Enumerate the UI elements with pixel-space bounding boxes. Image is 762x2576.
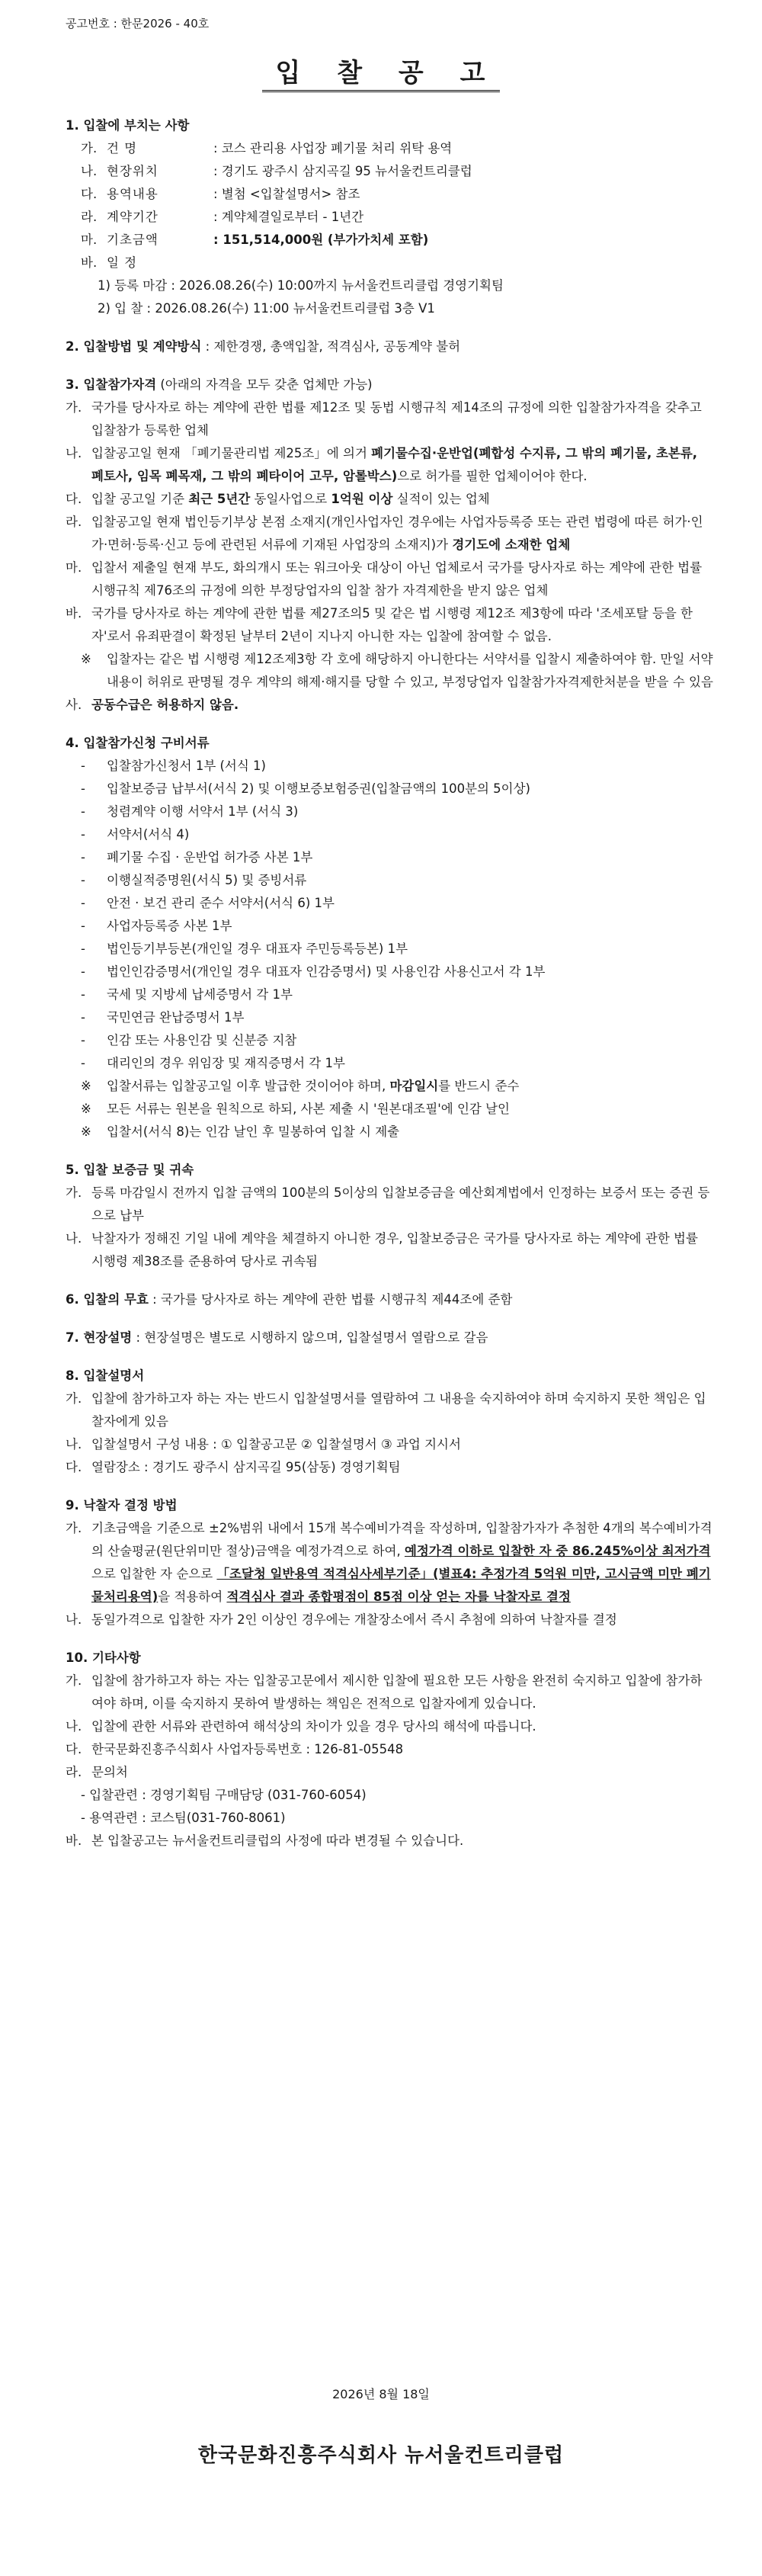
clause: 가. 기초금액을 기준으로 ±2%범위 내에서 15개 복수예비가격을 작성하며, 입찰참가자가 추첨한 4개의 복수예비가격의 산술평균(원단위미만 절상)금액을 예정가격으로 하여, 예정가격 이하로 입찰한 자 중 86.245%이상 최저가격으로 입찰한 자 순으로 「조달청 일반용역 적격심사세부기준」(별표4: 추정가격 5억원 미만, 고시금액 미만 폐기물처리용역)을 적용하여 적격심사 결과 종합평점이 85점 이상 얻는 자를 낙찰자로 결정 [66, 1521, 712, 1604]
clause: 나. 입찰에 관한 서류와 관련하여 해석상의 차이가 있을 경우 당사의 해석에 따릅니다. [66, 1719, 536, 1734]
schedule-item: 2) 입 찰 : 2026.08.26(수) 11:00 뉴서울컨트리클럽 3층 V1 [98, 301, 435, 316]
document-item: - 국세 및 지방세 납세증명서 각 1부 [81, 987, 293, 1002]
notice-number: 공고번호 : 한문2026 - 40호 [66, 17, 210, 30]
contact-item: - 용역관련 : 코스팀(031-760-8061) [81, 1811, 286, 1825]
clause: 가. 국가를 당사자로 하는 계약에 관한 법률 제12조 및 동법 시행규칙 제14조의 규정에 의한 입찰참가자격을 갖추고 입찰참가 등록한 업체 [66, 400, 702, 438]
clause: 나. 동일가격으로 입찰한 자가 2인 이상인 경우에는 개찰장소에서 즉시 추첨에 의하여 낙찰자를 결정 [66, 1612, 617, 1627]
clause: 가. 입찰에 참가하고자 하는 자는 입찰공고문에서 제시한 입찰에 필요한 모든 사항을 완전히 숙지하고 입찰에 참가하여야 하며, 이를 숙지하지 못하여 발생하는 책임은 전적으로 입찰자에게 있습니다. [66, 1673, 703, 1711]
section-6 [66, 1288, 713, 1311]
clause: 라. 문의처 [66, 1765, 128, 1779]
clause: 다. 한국문화진흥주식회사 사업자등록번호 : 126-81-05548 [66, 1742, 404, 1756]
clause: 라. 입찰공고일 현재 법인등기부상 본점 소재지(개인사업자인 경우에는 사업자등록증 또는 관련 법령에 따른 허가·인가·면허·등록·신고 등에 관련된 서류에 기재된 사업장의 소재지)가 경기도에 소재한 업체 [66, 515, 703, 552]
page-title [0, 52, 762, 89]
section-heading: 9. 낙찰자 결정 방법 [66, 1498, 178, 1513]
clause: 다. 열람장소 : 경기도 광주시 삼지곡길 95(삼동) 경영기획팀 [66, 1460, 401, 1474]
section-1 [66, 114, 713, 320]
overview-row: 가. 건 명 : 코스 관리용 사업장 폐기물 처리 위탁 용역 [81, 141, 453, 156]
document-item: - 법인인감증명서(개인일 경우 대표자 인감증명서) 및 사용인감 사용신고서 각 1부 [81, 964, 546, 979]
note: ※ 입찰자는 같은 법 시행령 제12조제3항 각 호에 해당하지 아니한다는 서약서를 입찰시 제출하여야 함. 만일 서약내용이 허위로 판명될 경우 계약의 해제·해지를 당할 수 있고, 부정당업자 입찰참가자격제한처분을 받을 수 있음 [81, 652, 713, 689]
document-item: - 국민연금 완납증명서 1부 [81, 1010, 245, 1025]
note: ※ 입찰서류는 입찰공고일 이후 발급한 것이어야 하며, 마감일시를 반드시 준수 [81, 1079, 520, 1093]
section-heading: 4. 입찰참가신청 구비서류 [66, 736, 210, 750]
clause: 사. 공동수급은 허용하지 않음. [66, 698, 239, 712]
section-heading: 5. 입찰 보증금 및 귀속 [66, 1163, 194, 1177]
base-price-row: 마. 기초금액 : 151,514,000원 (부가가치세 포함) [81, 233, 429, 247]
overview-row: 라. 계약기간 : 계약체결일로부터 - 1년간 [81, 210, 364, 224]
clause: 다. 입찰 공고일 기준 최근 5년간 동일사업으로 1억원 이상 실적이 있는 업체 [66, 492, 490, 506]
contact-item: - 입찰관련 : 경영기획팀 구매담당 (031-760-6054) [81, 1788, 367, 1802]
overview-row: 다. 용역내용 : 별첨 <입찰설명서> 참조 [81, 187, 360, 201]
title-text: 입 찰 공 고 [262, 58, 501, 92]
organization-name: 한국문화진흥주식회사 뉴서울컨트리클럽 [197, 2444, 565, 2467]
section-heading: 10. 기타사항 [66, 1651, 141, 1665]
section-heading: 7. 현장설명 : 현장설명은 별도로 시행하지 않으며, 입찰설명서 열람으로 갈음 [66, 1330, 488, 1345]
clause: 바. 본 입찰공고는 뉴서울컨트리클럽의 사정에 따라 변경될 수 있습니다. [66, 1833, 464, 1848]
section-heading: 8. 입찰설명서 [66, 1368, 145, 1383]
section-10 [66, 1647, 713, 1853]
section-heading: 2. 입찰방법 및 계약방식 : 제한경쟁, 총액입찰, 적격심사, 공동계약 불허 [66, 339, 461, 354]
note: ※ 모든 서류는 원본을 원칙으로 하되, 사본 제출 시 '원본대조필'에 인감 날인 [81, 1102, 510, 1116]
section-2 [66, 335, 713, 358]
clause: 가. 입찰에 참가하고자 하는 자는 반드시 입찰설명서를 열람하여 그 내용을 숙지하여야 하며 숙지하지 못한 책임은 입찰자에게 있음 [66, 1391, 706, 1429]
document-item: - 대리인의 경우 위임장 및 재직증명서 각 1부 [81, 1056, 345, 1070]
notice-body [66, 114, 713, 1868]
section-8 [66, 1365, 713, 1479]
schedule-item: 1) 등록 마감 : 2026.08.26(수) 10:00까지 뉴서울컨트리클럽 경영기획팀 [98, 278, 504, 293]
overview-row: 나. 현장위치 : 경기도 광주시 삼지곡길 95 뉴서울컨트리클럽 [81, 164, 472, 178]
section-heading: 1. 입찰에 부치는 사항 [66, 118, 190, 133]
section-7 [66, 1326, 713, 1349]
clause: 가. 등록 마감일시 전까지 입찰 금액의 100분의 5이상의 입찰보증금을 예산회계법에서 인정하는 보증서 또는 증권 등으로 납부 [66, 1185, 710, 1223]
document-item: - 안전 · 보건 관리 준수 서약서(서식 6) 1부 [81, 896, 335, 910]
clause: 마. 입찰서 제출일 현재 부도, 화의개시 또는 워크아웃 대상이 아닌 업체로서 국가를 당사자로 하는 계약에 관한 법률 시행규칙 제76조의 규정에 의한 부정당업자의 입찰 참가 자격제한을 받지 않은 업체 [66, 560, 703, 598]
section-heading: 3. 입찰참가자격 (아래의 자격을 모두 갖춘 업체만 가능) [66, 377, 373, 392]
clause: 나. 입찰공고일 현재 「폐기물관리법 제25조」에 의거 폐기물수집·운반업(폐합성 수지류, 그 밖의 폐기물, 초본류, 폐토사, 임목 폐목재, 그 밖의 폐타이어 고무, 암롤박스)으로 허가를 필한 업체이어야 한다. [66, 446, 698, 483]
schedule-row: 바. 일 정 [81, 255, 138, 270]
section-9 [66, 1494, 713, 1631]
document-item: - 이행실적증명원(서식 5) 및 증빙서류 [81, 873, 307, 887]
document-item: - 사업자등록증 사본 1부 [81, 919, 232, 933]
clause: 나. 입찰설명서 구성 내용 : ① 입찰공고문 ② 입찰설명서 ③ 과업 지시서 [66, 1437, 461, 1452]
note: ※ 입찰서(서식 8)는 인감 날인 후 밀봉하여 입찰 시 제출 [81, 1124, 400, 1139]
section-4 [66, 732, 713, 1144]
section-3 [66, 374, 713, 717]
base-price: : 151,514,000원 (부가가치세 포함) [213, 233, 429, 247]
section-heading: 6. 입찰의 무효 : 국가를 당사자로 하는 계약에 관한 법률 시행규칙 제44조에 준함 [66, 1292, 513, 1307]
document-item: - 폐기물 수집 · 운반업 허가증 사본 1부 [81, 850, 313, 865]
document-item: - 법인등기부등본(개인일 경우 대표자 주민등록등본) 1부 [81, 942, 408, 956]
notice-date: 2026년 8월 18일 [332, 2387, 430, 2401]
document-item: - 입찰참가신청서 1부 (서식 1) [81, 759, 266, 773]
document-item: - 입찰보증금 납부서(서식 2) 및 이행보증보험증권(입찰금액의 100분의 5이상) [81, 781, 530, 796]
clause: 나. 낙찰자가 정해진 기일 내에 계약을 체결하지 아니한 경우, 입찰보증금은 국가를 당사자로 하는 계약에 관한 법률 시행령 제38조를 준용하여 당사로 귀속됨 [66, 1231, 698, 1269]
section-5 [66, 1159, 713, 1273]
document-item: - 인감 또는 사용인감 및 신분증 지참 [81, 1033, 297, 1047]
document-item: - 서약서(서식 4) [81, 827, 190, 842]
clause: 바. 국가를 당사자로 하는 계약에 관한 법률 제27조의5 및 같은 법 시행령 제12조 제3항에 따라 '조세포탈 등을 한 자'로서 유죄판결이 확정된 날부터 2년이 지나지 아니한 자는 입찰에 참여할 수 없음. [66, 606, 693, 643]
document-item: - 청렴계약 이행 서약서 1부 (서식 3) [81, 804, 299, 819]
